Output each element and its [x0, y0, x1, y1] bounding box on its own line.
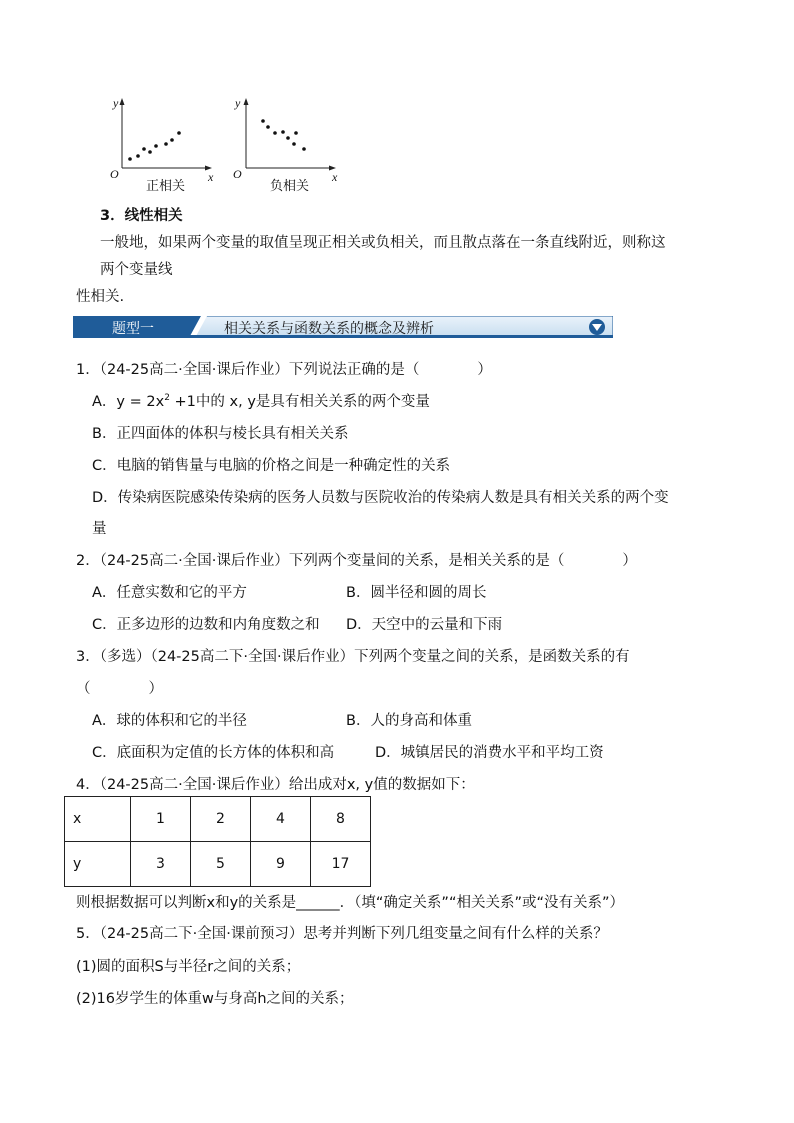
table-cell: 9 — [251, 842, 311, 887]
origin-label: O — [110, 167, 119, 181]
question-4-answer-line — [76, 891, 624, 912]
data-table — [64, 796, 371, 887]
question-5-stem: 5．（24-25高二下·全国·课前预习）思考并判断下列几组变量之间有什么样的关系？ — [76, 926, 608, 942]
point — [128, 157, 132, 161]
point — [148, 150, 152, 154]
point — [273, 131, 277, 135]
positive-correlation-plot — [120, 98, 213, 171]
scatter-figures — [100, 92, 350, 197]
point — [177, 131, 181, 135]
paragraph-line: 性相关. — [76, 289, 125, 305]
y-axis-arrow-icon — [120, 98, 125, 105]
paragraph-line: 一般地，如果两个变量的取值呈现正相关或负相关，而且散点落在一条直线附近，则称这 — [100, 235, 666, 251]
q1-option-a — [92, 390, 430, 411]
point — [164, 142, 168, 146]
point — [281, 130, 285, 134]
point — [261, 119, 265, 123]
table-cell: 17 — [311, 842, 371, 887]
paragraph-line: 两个变量线 — [100, 262, 173, 278]
origin-label: O — [233, 167, 242, 181]
question-2-stem: 2．（24-25高二·全国·课后作业）下列两个变量间的关系，是相关关系的是（ ） — [76, 553, 637, 569]
y-axis-arrow-icon — [244, 98, 249, 105]
question-4-stem: 4．（24-25高二·全国·课后作业）给出成对x, y值的数据如下： — [76, 777, 475, 793]
q2-option-d: D．天空中的云量和下雨 — [346, 617, 503, 633]
table-cell: 8 — [311, 797, 371, 842]
q3-option-a: A．球的体积和它的半径 — [92, 713, 247, 729]
negative-points — [261, 119, 306, 151]
exponent: 2 — [164, 393, 170, 404]
point — [154, 144, 158, 148]
q5-item-1: (1)圆的面积S与半径r之间的关系； — [76, 959, 301, 975]
q1-option-a-suffix: +1中的 x, y是具有相关关系的两个变量 — [169, 394, 430, 410]
table-cell: 4 — [251, 797, 311, 842]
q3-option-d: D．城镇居民的消费水平和平均工资 — [375, 745, 604, 761]
y-axis-label: y — [113, 96, 119, 110]
q3-option-b: B．人的身高和体重 — [346, 713, 472, 729]
answer-blank[interactable]: ______ — [296, 895, 340, 911]
question-3-stem: 3．（多选）（24-25高二下·全国·课后作业）下列两个变量之间的关系，是函数关系的有 — [76, 649, 630, 665]
q1-option-a-prefix: A．y = 2x — [92, 394, 165, 410]
x-axis-label: x — [208, 170, 214, 184]
answer-prefix: 则根据数据可以判断x和y的关系是 — [76, 895, 297, 911]
negative-correlation-caption: 负相关 — [270, 179, 310, 194]
q2-option-a: A．任意实数和它的平方 — [92, 585, 247, 601]
table-cell: 3 — [131, 842, 191, 887]
banner-tag: 题型一 — [112, 321, 154, 337]
y-axis-label: y — [235, 96, 241, 110]
point — [302, 147, 306, 151]
q1-option-d-continued: 量 — [92, 521, 107, 537]
point — [266, 125, 270, 129]
section-heading: 3．线性相关 — [100, 208, 183, 224]
question-3-paren: （ ） — [76, 681, 163, 697]
q1-option-c: C．电脑的销售量与电脑的价格之间是一种确定性的关系 — [92, 458, 451, 474]
q3-option-c: C．底面积为定值的长方体的体积和高 — [92, 745, 335, 761]
point — [142, 147, 146, 151]
point — [136, 154, 140, 158]
positive-correlation-caption: 正相关 — [146, 179, 186, 194]
point — [286, 136, 290, 140]
table-cell: 1 — [131, 797, 191, 842]
answer-suffix: ．（填“确定关系”“相关关系”或“没有关系”） — [339, 895, 624, 911]
banner-title: 相关关系与函数关系的概念及辨析 — [224, 321, 434, 337]
table-cell: 5 — [191, 842, 251, 887]
table-cell: y — [65, 842, 131, 887]
q1-option-d: D．传染病医院感染传染病的医务人员数与医院收治的传染病人数是具有相关关系的两个变 — [92, 490, 669, 506]
table-cell: x — [65, 797, 131, 842]
point — [294, 131, 298, 135]
question-1-stem: 1．（24-25高二·全国·课后作业）下列说法正确的是（ ） — [76, 362, 492, 378]
q2-option-c: C．正多边形的边数和内角度数之和 — [92, 617, 320, 633]
q5-item-2: (2)16岁学生的体重w与身高h之间的关系； — [76, 991, 354, 1007]
table-cell: 2 — [191, 797, 251, 842]
positive-points — [128, 131, 181, 161]
table-row — [65, 797, 371, 842]
negative-correlation-plot — [244, 98, 337, 171]
point — [170, 138, 174, 142]
q1-option-b: B．正四面体的体积与棱长具有相关关系 — [92, 426, 349, 442]
q2-option-b: B．圆半径和圆的周长 — [346, 585, 487, 601]
table-row — [65, 842, 371, 887]
x-axis-label: x — [332, 170, 338, 184]
point — [292, 142, 296, 146]
